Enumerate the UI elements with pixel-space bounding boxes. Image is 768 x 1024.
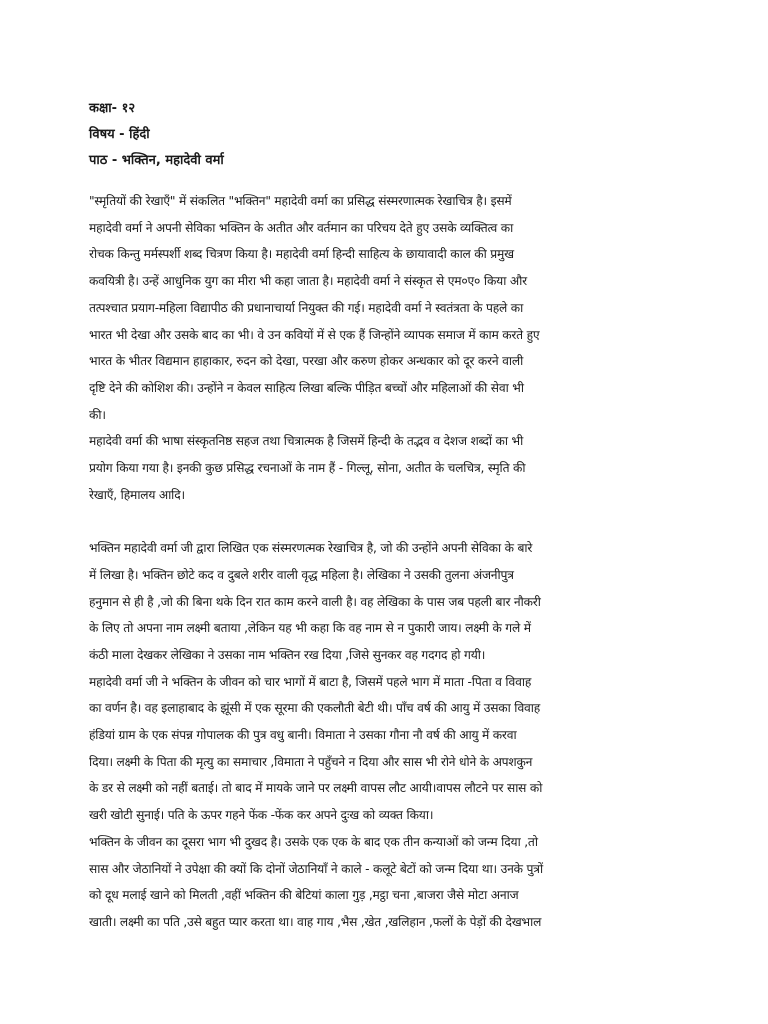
text-line: के डर से लक्ष्मी को नहीं बताई। तो बाद में मायके जाने पर लक्ष्मी वापस लौट आयी।वापस लौटने पर सास को [89,781,543,796]
paragraph-life-part-one [89,669,689,829]
text-line: सास और जेठानियों ने उपेक्षा की क्यों कि दोनों जेठानियाँ ने काले - कलूटे बेटों को जन्म दिया था। उनके पुत्रों [89,861,543,876]
subject-label: विषय - हिंदी [89,127,150,142]
text-line: खरी खोटी सुनाई। पति के ऊपर गहने फेंक -फेंक कर अपने दुःख को व्यक्त किया। [89,808,434,823]
paragraph-language [89,428,689,508]
text-line: कवयित्री है। उन्हें आधुनिक युग का मीरा भी कहा जाता है। महादेवी वर्मा ने संस्कृत से एम०ए० किया और [89,274,527,289]
text-line: हनुमान से ही है ,जो की बिना थके दिन रात काम करने वाली है। वह लेखिका के पास जब पहली बार नौकरी [89,594,541,609]
text-line: रोचक किन्तु मर्मस्पर्शी शब्द चित्रण किया है। महादेवी वर्मा हिन्दी साहित्य के छायावादी काल की प्रमुख [89,247,514,262]
text-line: भक्तिन के जीवन का दूसरा भाग भी दुखद है। उसके एक एक के बाद एक तीन कन्याओं को जन्म दिया ,तो [89,834,538,849]
text-line: खाती। लक्ष्मी का पति ,उसे बहुत प्यार करता था। वाह गाय ,भैस ,खेत ,खलिहान ,फलों के पेड़ों की देखभाल [89,914,542,929]
text-line: को दूध मलाई खाने को मिलती ,वहीं भक्तिन की बेटियां काला गुड़ ,मट्ठा चना ,बाजरा जैसे मोटा अनाज [89,888,519,903]
document-header [89,96,689,174]
paragraph-life-part-two [89,829,689,936]
text-line: का वर्णन है। वह इलाहाबाद के झूंसी में एक सूरमा की एकलौती बेटी थी। पाँच वर्ष की आयु में उसका विवाह [89,701,541,716]
paragraph-intro [89,188,689,428]
text-line: में लिखा है। भक्तिन छोटे कद व दुबले शरीर वाली वृद्ध महिला है। लेखिका ने उसकी तुलना अंजनीपुत्र [89,567,514,582]
text-line: महादेवी वर्मा की भाषा संस्कृतनिष्ठ सहज तथा चित्रात्मक है जिसमें हिन्दी के तद्भव व देशज शब्दों का भी [89,434,524,449]
text-line: महादेवी वर्मा जी ने भक्तिन के जीवन को चार भागों में बाटा है, जिसमें पहले भाग में माता -पिता व विवाह [89,674,532,689]
paragraph-gap [89,508,689,535]
text-line: भारत भी देखा और उसके बाद का भी। वे उन कवियों में से एक हैं जिन्होंने व्यापक समाज में काम करते हुए [89,327,540,342]
text-line: कंठी माला देखकर लेखिका ने उसका नाम भक्तिन रख दिया ,जिसे सुनकर वह गदगद हो गयी। [89,647,486,662]
class-label: कक्षा- १२ [89,101,136,116]
text-line: प्रयोग किया गया है। इनकी कुछ प्रसिद्ध रचनाओं के नाम हैं - गिल्लू, सोना, अतीत के चलचित्र, स्मृति की [89,461,526,476]
text-line: दिया। लक्ष्मी के पिता की मृत्यु का समाचार ,विमाता ने पहुँचने न दिया और सास भी रोने धोने के अपशकुन [89,754,533,769]
text-line: भक्तिन महादेवी वर्मा जी द्वारा लिखित एक संस्मरणत्मक रेखाचित्र है, जो की उन्होंने अपनी सेविका के बारे [89,541,533,556]
text-line: दृष्टि देने की कोशिश की। उन्होंने न केवल साहित्य लिखा बल्कि पीड़ित बच्चों और महिलाओं की सेवा भी [89,380,524,395]
text-line: "स्मृतियों की रेखाएँ" में संकलित "भक्तिन" महादेवी वर्मा का प्रसिद्ध संस्मरणात्मक रेखाचित्र है। इसमें [89,194,512,208]
text-line: के लिए तो अपना नाम लक्ष्मी बताया ,लेकिन यह भी कहा कि वह नाम से न पुकारी जाय। लक्ष्मी के गले में [89,621,531,636]
text-line: महादेवी वर्मा ने अपनी सेविका भक्तिन के अतीत और वर्तमान का परिचय देते हुए उसके व्यक्तित्व का [89,220,514,235]
text-line: रेखाएँ, हिमालय आदि। [89,487,185,502]
text-line: हंडियां ग्राम के एक संपन्न गोपालक की पुत्र वधु बानी। विमाता ने उसका गौना नौ वर्ष की आयु में करवा [89,728,517,743]
text-line: तत्पश्चात प्रयाग-महिला विद्यापीठ की प्रधानाचार्या नियुक्त की गई। महादेवी वर्मा ने स्वतंत्रता के पहले का [89,300,524,315]
document-body [89,188,689,936]
lesson-label: पाठ - भक्तिन, महादेवी वर्मा [89,153,224,168]
text-line: भारत के भीतर विद्यमान हाहाकार, रुदन को देखा, परखा और करुण होकर अन्धकार को दूर करने वाली [89,354,524,369]
text-line: की। [89,407,106,422]
paragraph-bhaktin-intro [89,535,689,669]
